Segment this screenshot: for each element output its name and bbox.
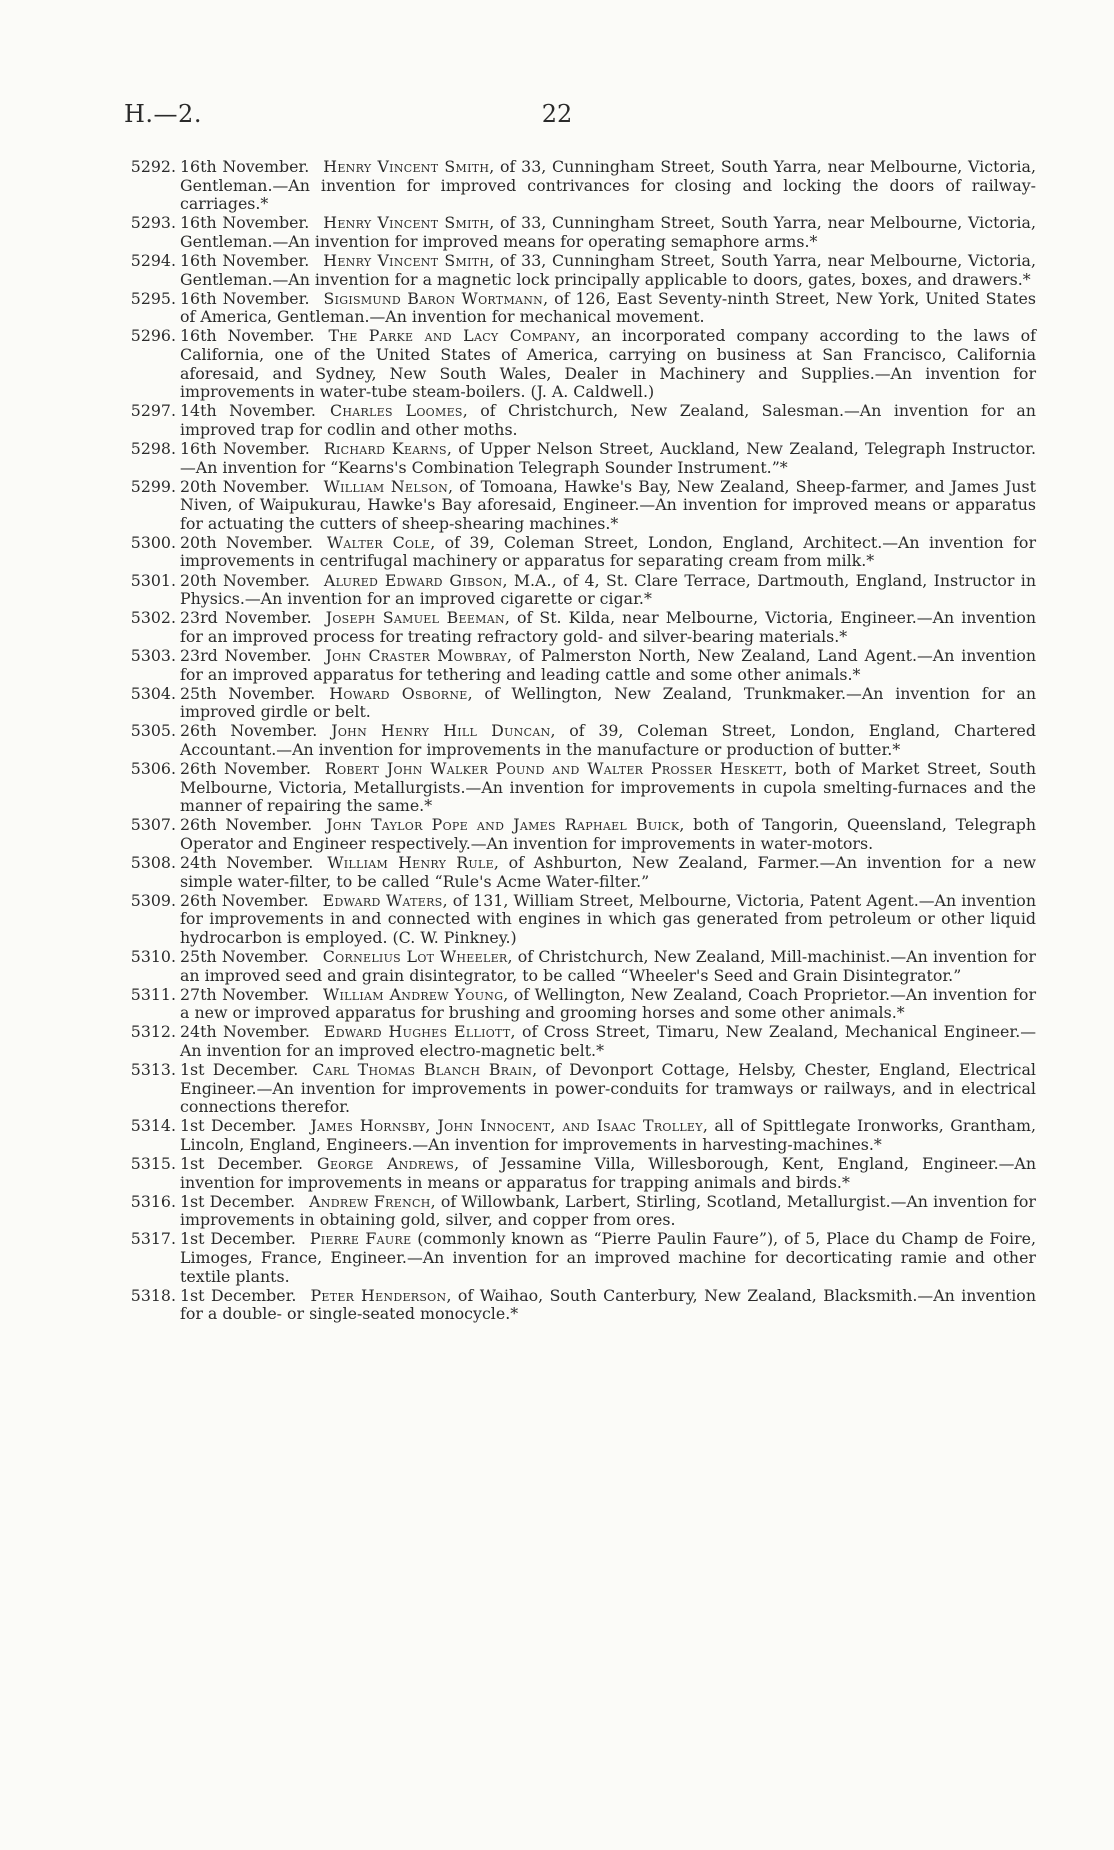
list-item xyxy=(118,609,1036,646)
entry-number: 5313. xyxy=(130,1060,176,1079)
applicant-name: Henry Vincent Smith xyxy=(323,250,490,270)
list-item xyxy=(118,1230,1036,1286)
entry-text: , of Jessamine Villa, Willesborough, Kent, England, Engineer.—An invention for improvements in means or apparatus for trapping animals and birds.* xyxy=(180,1153,1036,1192)
applicant-name: Peter Henderson xyxy=(310,1285,447,1305)
entry-date: 1st December. xyxy=(180,1229,296,1249)
applicant-name: William Nelson xyxy=(323,476,449,496)
applicant-name: John Henry Hill Duncan xyxy=(331,721,551,741)
list-item xyxy=(118,327,1036,401)
entry-number: 5294. xyxy=(130,250,176,270)
entry-number: 5296. xyxy=(130,326,176,346)
entry-date: 16th November. xyxy=(180,438,310,458)
list-item xyxy=(118,760,1036,816)
entry-date: 16th November. xyxy=(180,288,310,308)
entry-text: , of Wellington, New Zealand, Trunkmaker.—An invention for an improved girdle or belt. xyxy=(180,683,1037,722)
list-item xyxy=(118,252,1036,289)
entry-text: , of Ashburton, New Zealand, Farmer.—An invention for a new simple water-filter, to be called “Rule's Acme Water-filter.” xyxy=(180,852,1036,891)
list-item xyxy=(118,1117,1036,1154)
entry-date: 1st December. xyxy=(180,1153,304,1173)
entry-date: 24th November. xyxy=(180,1022,310,1042)
list-item xyxy=(118,816,1036,853)
list-item xyxy=(118,1287,1036,1324)
patent-entries-list xyxy=(118,158,1036,1324)
entry-number: 5303. xyxy=(130,645,176,665)
entry-number: 5318. xyxy=(130,1285,176,1305)
entry-date: 24th November. xyxy=(180,852,314,872)
entry-date: 26th November. xyxy=(180,890,309,910)
entry-text: , of 131, William Street, Melbourne, Victoria, Patent Agent.—An invention for improvements in and connected with engines in which gas generated from petroleum or other liquid hydrocarbon is employed. (C. W. Pinkney.) xyxy=(180,890,1036,947)
list-item xyxy=(118,402,1036,439)
applicant-name: Sigismund Baron Wortmann xyxy=(323,288,544,308)
entry-text: , an incorporated company according to the laws of California, one of the United States of America, carrying on business at San Francisco, California aforesaid, and Sydney, New South Wales, Dealer in Machinery and Supplies.—An invention for improvements in water-tube steam-boilers. (J. A. Caldwell.) xyxy=(180,326,1036,402)
entry-text: , of Palmerston North, New Zealand, Land Agent.—An invention for an improved apparatus for tethering and leading cattle and some other animals.* xyxy=(180,645,1037,684)
list-item xyxy=(118,534,1036,571)
entry-text: (commonly known as “Pierre Paulin Faure”), of 5, Place du Champ de Foire, Limoges, France, Engineer.—An invention for an improved machine for decorticating ramie and other textile plants. xyxy=(180,1229,1036,1286)
applicant-name: Carl Thomas Blanch Brain xyxy=(312,1060,533,1079)
entry-text: , of 39, Coleman Street, London, England, Chartered Accountant.—An invention for improvements in the manufacture or production of butter.* xyxy=(180,721,1036,759)
entry-text: , of Cross Street, Timaru, New Zealand, Mechanical Engineer.—An invention for an improved electro-magnetic belt.* xyxy=(180,1022,1037,1060)
entry-date: 1st December. xyxy=(180,1191,296,1211)
entry-date: 1st December. xyxy=(180,1060,299,1079)
entry-number: 5304. xyxy=(130,683,176,703)
entry-date: 20th November. xyxy=(180,476,310,496)
list-item xyxy=(118,290,1036,327)
entry-text: , of 126, East Seventy-ninth Street, New York, United States of America, Gentleman.—An invention for mechanical movement. xyxy=(180,288,1037,327)
entry-date: 26th November. xyxy=(180,759,311,778)
entry-text: , of Upper Nelson Street, Auckland, New Zealand, Telegraph Instructor.—An invention for “Kearns's Combination Telegraph Sounder Instrument.”* xyxy=(180,438,1037,477)
applicant-name: Cornelius Lot Wheeler xyxy=(322,946,508,966)
entry-text: , of Willowbank, Larbert, Stirling, Scotland, Metallurgist.—An invention for improvements in obtaining gold, silver, and copper from ores. xyxy=(180,1191,1036,1230)
entry-date: 26th November. xyxy=(180,815,313,835)
applicant-name: Joseph Samuel Beeman xyxy=(325,608,505,628)
list-item xyxy=(118,854,1036,891)
entry-number: 5305. xyxy=(130,721,176,741)
entry-date: 14th November. xyxy=(180,401,316,421)
entry-text: , of Christchurch, New Zealand, Mill-machinist.—An invention for an improved seed and grain disintegrator, to be called “Wheeler's Seed and Grain Disintegrator.” xyxy=(180,946,1036,985)
applicant-name: Edward Waters xyxy=(322,890,443,910)
applicant-name: Howard Osborne xyxy=(329,683,468,703)
applicant-name: Henry Vincent Smith xyxy=(323,157,490,176)
entry-date: 27th November. xyxy=(180,984,309,1004)
entry-text: , both of Tangorin, Queensland, Telegraph Operator and Engineer respectively.—An invention for improvements in water-motors. xyxy=(180,815,1036,853)
entry-text: , all of Spittlegate Ironworks, Grantham, Lincoln, England, Engineers.—An invention for improvements in harvesting-machines.* xyxy=(180,1116,1036,1154)
entry-date: 26th November. xyxy=(180,721,318,741)
entry-number: 5317. xyxy=(130,1229,176,1249)
applicant-name: Alured Edward Gibson xyxy=(323,570,503,590)
entry-date: 20th November. xyxy=(180,570,310,590)
applicant-name: The Parke and Lacy Company xyxy=(328,326,576,346)
list-item xyxy=(118,1193,1036,1230)
applicant-name: Charles Loomes xyxy=(329,401,463,421)
entry-date: 1st December. xyxy=(180,1116,297,1136)
applicant-name: Edward Hughes Elliott xyxy=(323,1022,511,1042)
entry-number: 5312. xyxy=(130,1022,176,1042)
entry-text: , M.A., of 4, St. Clare Terrace, Dartmouth, England, Instructor in Physics.—An invention for an improved cigarette or cigar.* xyxy=(180,570,1037,609)
entry-number: 5315. xyxy=(130,1153,176,1173)
applicant-name: John Craster Mowbray xyxy=(325,645,507,665)
entry-number: 5307. xyxy=(130,815,176,835)
entry-date: 23rd November. xyxy=(180,645,312,665)
entry-text: , of Tomoana, Hawke's Bay, New Zealand, Sheep-farmer, and James Just Niven, of Waipukurau, Hawke's Bay aforesaid, Engineer.—An invention for improved means or apparatus for actuating the cutters of sheep-shearing machines.* xyxy=(180,476,1036,533)
list-item xyxy=(118,214,1036,251)
entry-number: 5292. xyxy=(130,157,176,176)
entry-number: 5293. xyxy=(130,213,176,233)
entry-date: 16th November. xyxy=(180,326,315,346)
entry-date: 25th November. xyxy=(180,683,316,703)
entry-number: 5298. xyxy=(130,438,176,458)
list-item xyxy=(118,647,1036,684)
entry-number: 5316. xyxy=(130,1191,176,1211)
entry-number: 5308. xyxy=(130,852,176,872)
list-item xyxy=(118,685,1036,722)
entry-number: 5302. xyxy=(130,608,176,628)
entry-number: 5309. xyxy=(130,890,176,910)
entry-text: , both of Market Street, South Melbourne, Victoria, Metallurgists.—An invention for improvements in cupola smelting-furnaces and the manner of repairing the same.* xyxy=(180,759,1037,816)
entry-number: 5299. xyxy=(130,476,176,496)
list-item xyxy=(118,722,1036,759)
list-item xyxy=(118,158,1036,214)
applicant-name: Henry Vincent Smith xyxy=(323,213,490,233)
page-header xyxy=(124,100,990,130)
applicant-name: James Hornsby, John Innocent, and Isaac Trolley xyxy=(310,1116,703,1136)
entry-date: 16th November. xyxy=(180,250,310,270)
entry-number: 5301. xyxy=(130,570,176,590)
entry-text: , of 33, Cunningham Street, South Yarra, near Melbourne, Victoria, Gentleman.—An invention for improved means for operating semaphore arms.* xyxy=(180,213,1036,251)
list-item xyxy=(118,986,1036,1023)
entry-number: 5311. xyxy=(130,984,176,1004)
entry-text: , of Devonport Cottage, Helsby, Chester, England, Electrical Engineer.—An invention for improvements in power-conduits for tramways or railways, and in electrical connections therefor. xyxy=(180,1060,1036,1117)
entry-text: , of St. Kilda, near Melbourne, Victoria, Engineer.—An invention for an improved process for treating refractory gold- and silver-bearing materials.* xyxy=(180,608,1036,646)
applicant-name: Andrew French xyxy=(309,1191,431,1211)
list-item xyxy=(118,478,1036,534)
entry-date: 16th November. xyxy=(180,213,310,233)
list-item xyxy=(118,948,1036,985)
document-code: H.—2. xyxy=(124,100,202,128)
applicant-name: John Taylor Pope and James Raphael Buick xyxy=(326,815,680,835)
entry-number: 5314. xyxy=(130,1116,176,1136)
applicant-name: William Henry Rule xyxy=(327,852,494,872)
entry-number: 5295. xyxy=(130,288,176,308)
entry-number: 5300. xyxy=(130,532,176,552)
list-item xyxy=(118,1155,1036,1192)
entry-number: 5297. xyxy=(130,401,176,421)
applicant-name: Walter Cole xyxy=(326,532,431,552)
entry-text: , of 39, Coleman Street, London, England, Architect.—An invention for improvements in centrifugal machinery or apparatus for separating cream from milk.* xyxy=(180,532,1036,571)
applicant-name: William Andrew Young xyxy=(322,984,504,1004)
page-number: 22 xyxy=(541,100,573,128)
entry-number: 5306. xyxy=(130,759,176,778)
entry-text: , of Waihao, South Canterbury, New Zealand, Blacksmith.—An invention for a double- or single-seated monocycle.* xyxy=(180,1285,1036,1324)
entry-text: , of Christchurch, New Zealand, Salesman.—An invention for an improved trap for codlin and other moths. xyxy=(180,401,1036,439)
applicant-name: George Andrews xyxy=(317,1153,455,1173)
list-item xyxy=(118,892,1036,948)
entry-number: 5310. xyxy=(130,946,176,966)
applicant-name: Robert John Walker Pound and Walter Prosser Heskett xyxy=(324,759,783,778)
entry-text: , of Wellington, New Zealand, Coach Proprietor.—An invention for a new or improved apparatus for brushing and grooming horses and some other animals.* xyxy=(180,984,1036,1023)
applicant-name: Richard Kearns xyxy=(323,438,447,458)
entry-date: 20th November. xyxy=(180,532,313,552)
entry-text: , of 33, Cunningham Street, South Yarra, near Melbourne, Victoria, Gentleman.—An invention for improved contrivances for closing and locking the doors of railway-carriages.* xyxy=(180,157,1036,214)
applicant-name: Pierre Faure xyxy=(309,1229,412,1249)
entry-date: 25th November. xyxy=(180,946,309,966)
list-item xyxy=(118,1061,1036,1117)
list-item xyxy=(118,440,1036,477)
entry-date: 16th November. xyxy=(180,157,310,176)
entry-text: , of 33, Cunningham Street, South Yarra, near Melbourne, Victoria, Gentleman.—An invention for a magnetic lock principally applicable to doors, gates, boxes, and drawers.* xyxy=(180,250,1036,289)
entry-date: 1st December. xyxy=(180,1285,297,1305)
entry-date: 23rd November. xyxy=(180,608,312,628)
list-item xyxy=(118,572,1036,609)
list-item xyxy=(118,1023,1036,1060)
